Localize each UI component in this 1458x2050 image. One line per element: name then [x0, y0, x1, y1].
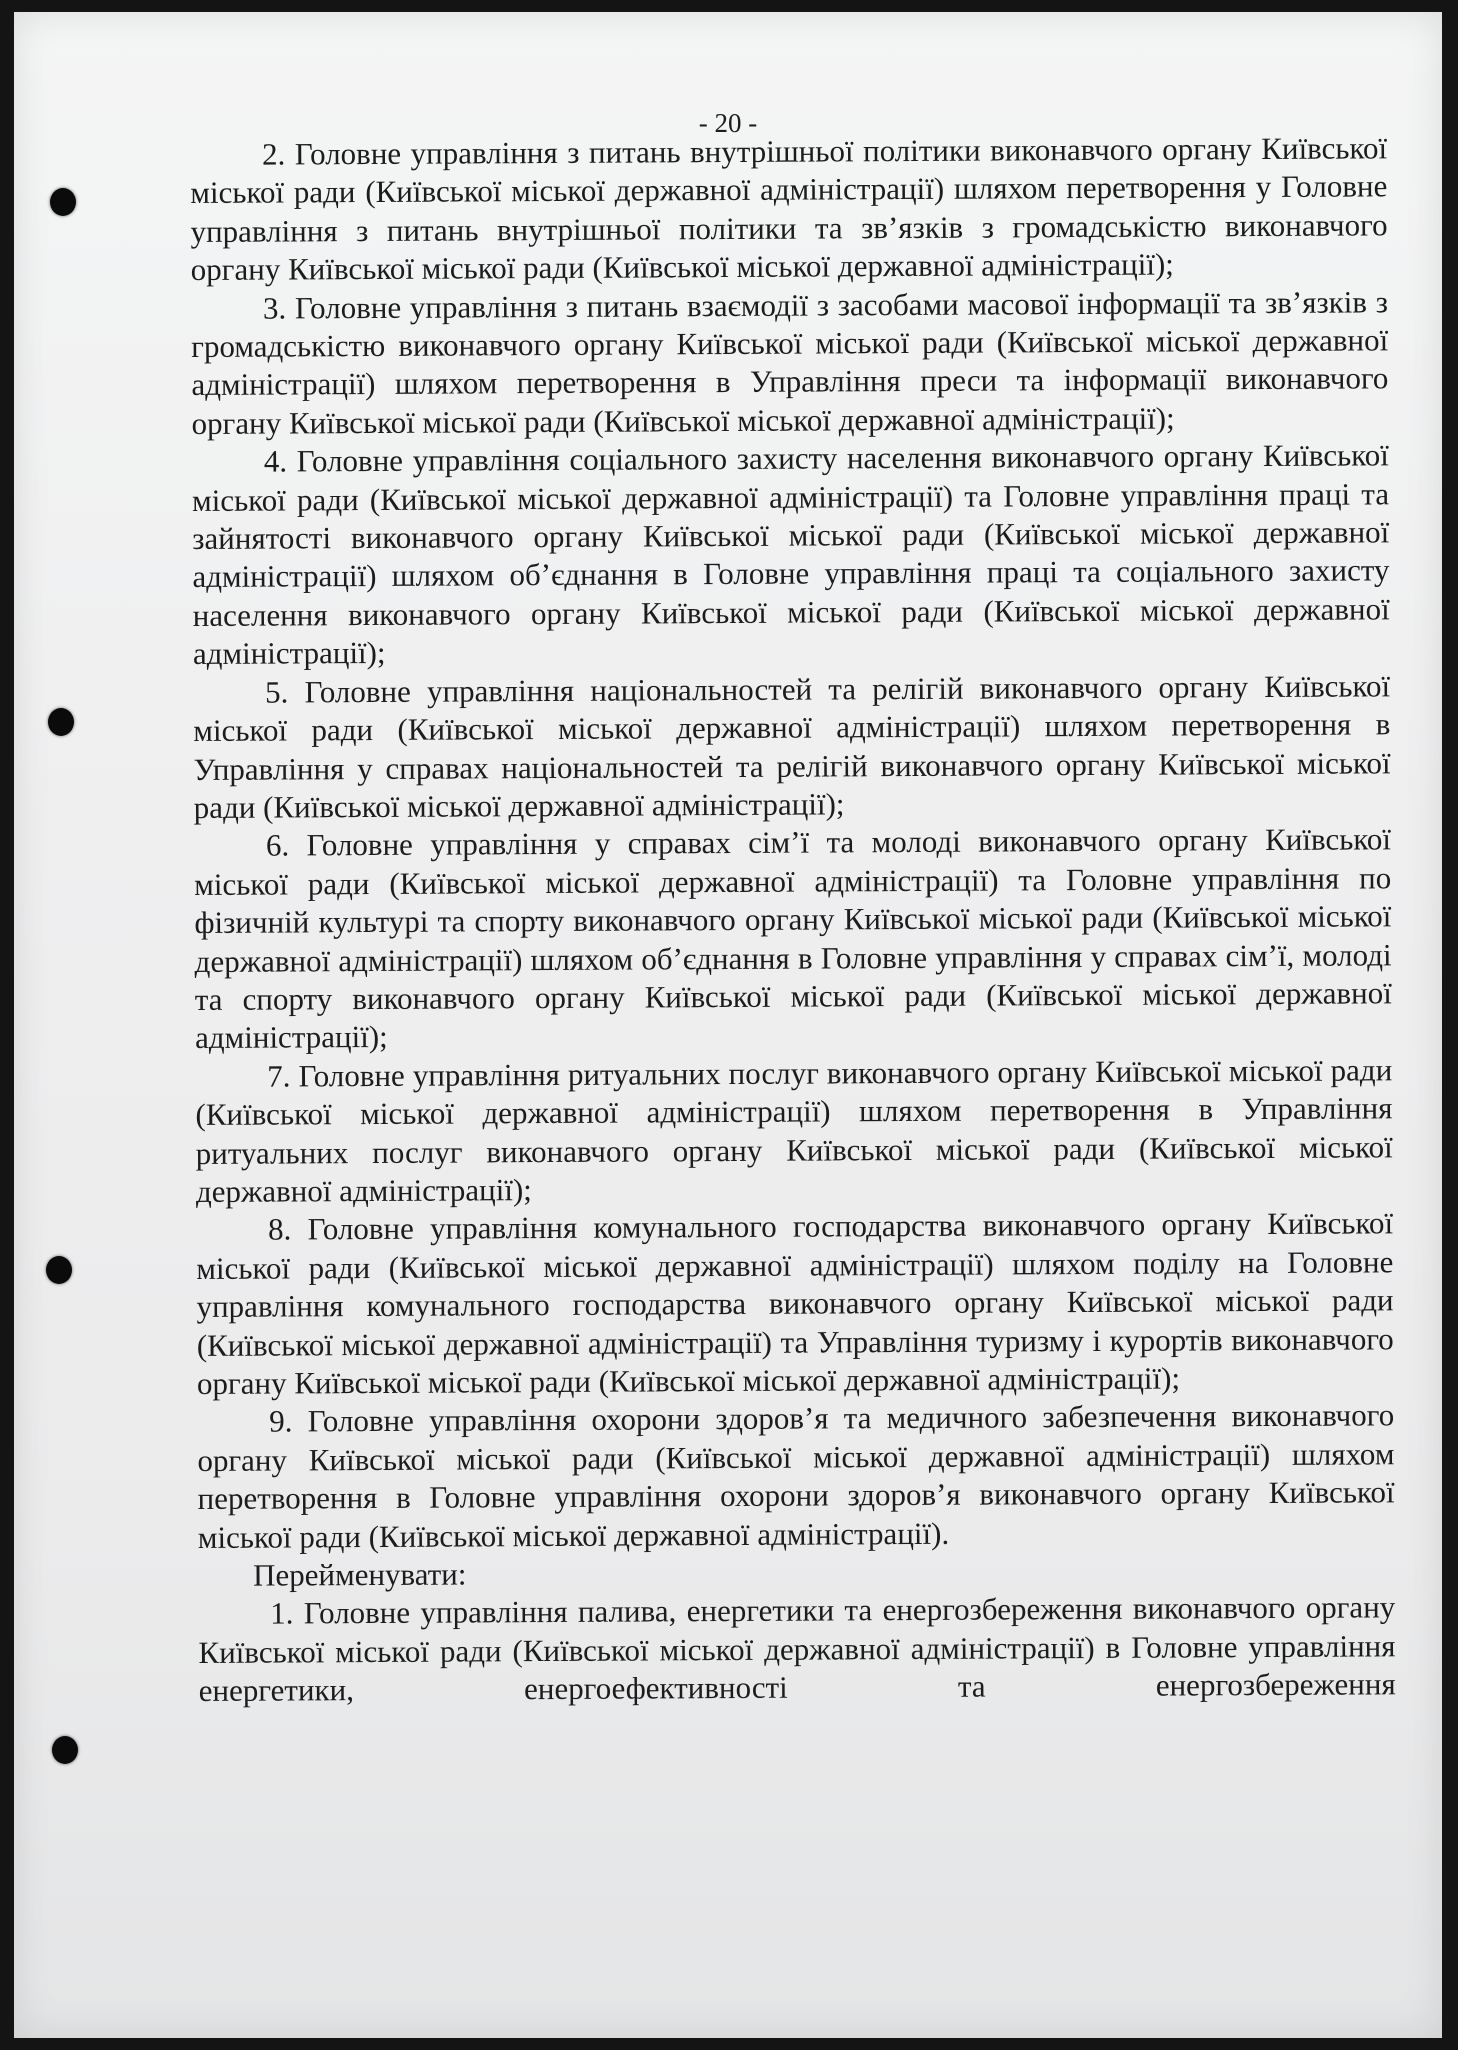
page-number: - 20 -	[698, 108, 758, 138]
paragraph-item-5: 5. Головне управління національностей та релігій виконавчого органу Київської міської ради (Київської міської державної адміністрації) шляхом перетворення в Управління у справах національностей та релігій виконавчого органу Київської міської ради (Київської міської державної адміністрації);	[193, 667, 1391, 825]
paragraph-item-3: 3. Головне управління з питань взаємодії з засобами масової інформації та зв’язків з громадськістю виконавчого органу Київської міської ради (Київської міської державної адміністрації) шляхом перетворення в Управління преси та інформації виконавчого органу Київської міської ради (Київської міської державної адміністрації);	[191, 283, 1389, 441]
punch-hole	[50, 188, 76, 216]
punch-hole	[48, 708, 74, 736]
punch-hole	[52, 1736, 78, 1764]
paragraph-item-8: 8. Головне управління комунального господарства виконавчого органу Київської міської ради (Київської міської державної адміністрації) шляхом поділу на Головне управління комунального господарства виконавчого органу Київської міської ради (Київської міської державної адміністрації) та Управління туризму і курортів виконавчого органу Київської міської ради (Київської міської державної адміністрації);	[196, 1205, 1394, 1401]
paragraph-item-9: 9. Головне управління охорони здоров’я та медичного забезпечення виконавчого органу Київської міської ради (Київської міської державної адміністрації) шляхом перетворення в Головне управління охорони здоров’я виконавчого органу Київської міської ради (Київської міської державної адміністрації).	[197, 1397, 1395, 1555]
paragraph-item-2: 2. Головне управління з питань внутрішньої політики виконавчого органу Київської міської ради (Київської міської державної адміністрації) шляхом перетворення у Головне управління з питань внутрішньої політики та зв’язків з громадськістю виконавчого органу Київської міської ради (Київської міської державної адміністрації);	[190, 130, 1388, 288]
document-body	[190, 129, 1396, 1710]
paragraph-item-4: 4. Головне управління соціального захисту населення виконавчого органу Київської міської ради (Київської міської державної адміністрації) та Головне управління праці та зайнятості виконавчого органу Київської міської ради (Київської міської державної адміністрації) шляхом об’єднання в Головне управління праці та соціального захисту населення виконавчого органу Київської міської ради (Київської міської державної адміністрації);	[191, 437, 1390, 672]
paragraph-item-7: 7. Головне управління ритуальних послуг виконавчого органу Київської міської ради (Київської міської державної адміністрації) шляхом перетворення в Управління ритуальних послуг виконавчого органу Київської міської ради (Київської міської державної адміністрації);	[195, 1052, 1393, 1209]
rename-heading: Перейменувати:	[252, 1556, 467, 1593]
punch-hole	[46, 1256, 72, 1284]
rename-paragraph-1: 1. Головне управління палива, енергетики та енергозбереження виконавчого органу Київської міської ради (Київської міської державної адміністрації) в Головне управління енергетики, енергоефективності та енергозбереження	[198, 1589, 1396, 1709]
paragraph-item-6: 6. Головне управління у справах сім’ї та молоді виконавчого органу Київської міської ради (Київської міської державної адміністрації) та Головне управління по фізичній культурі та спорту виконавчого органу Київської міської ради (Київської міської державної адміністрації) шляхом об’єднання в Головне управління у справах сім’ї, молоді та спорту виконавчого органу Київської міської ради (Київської міської державної адміністрації);	[194, 821, 1392, 1056]
